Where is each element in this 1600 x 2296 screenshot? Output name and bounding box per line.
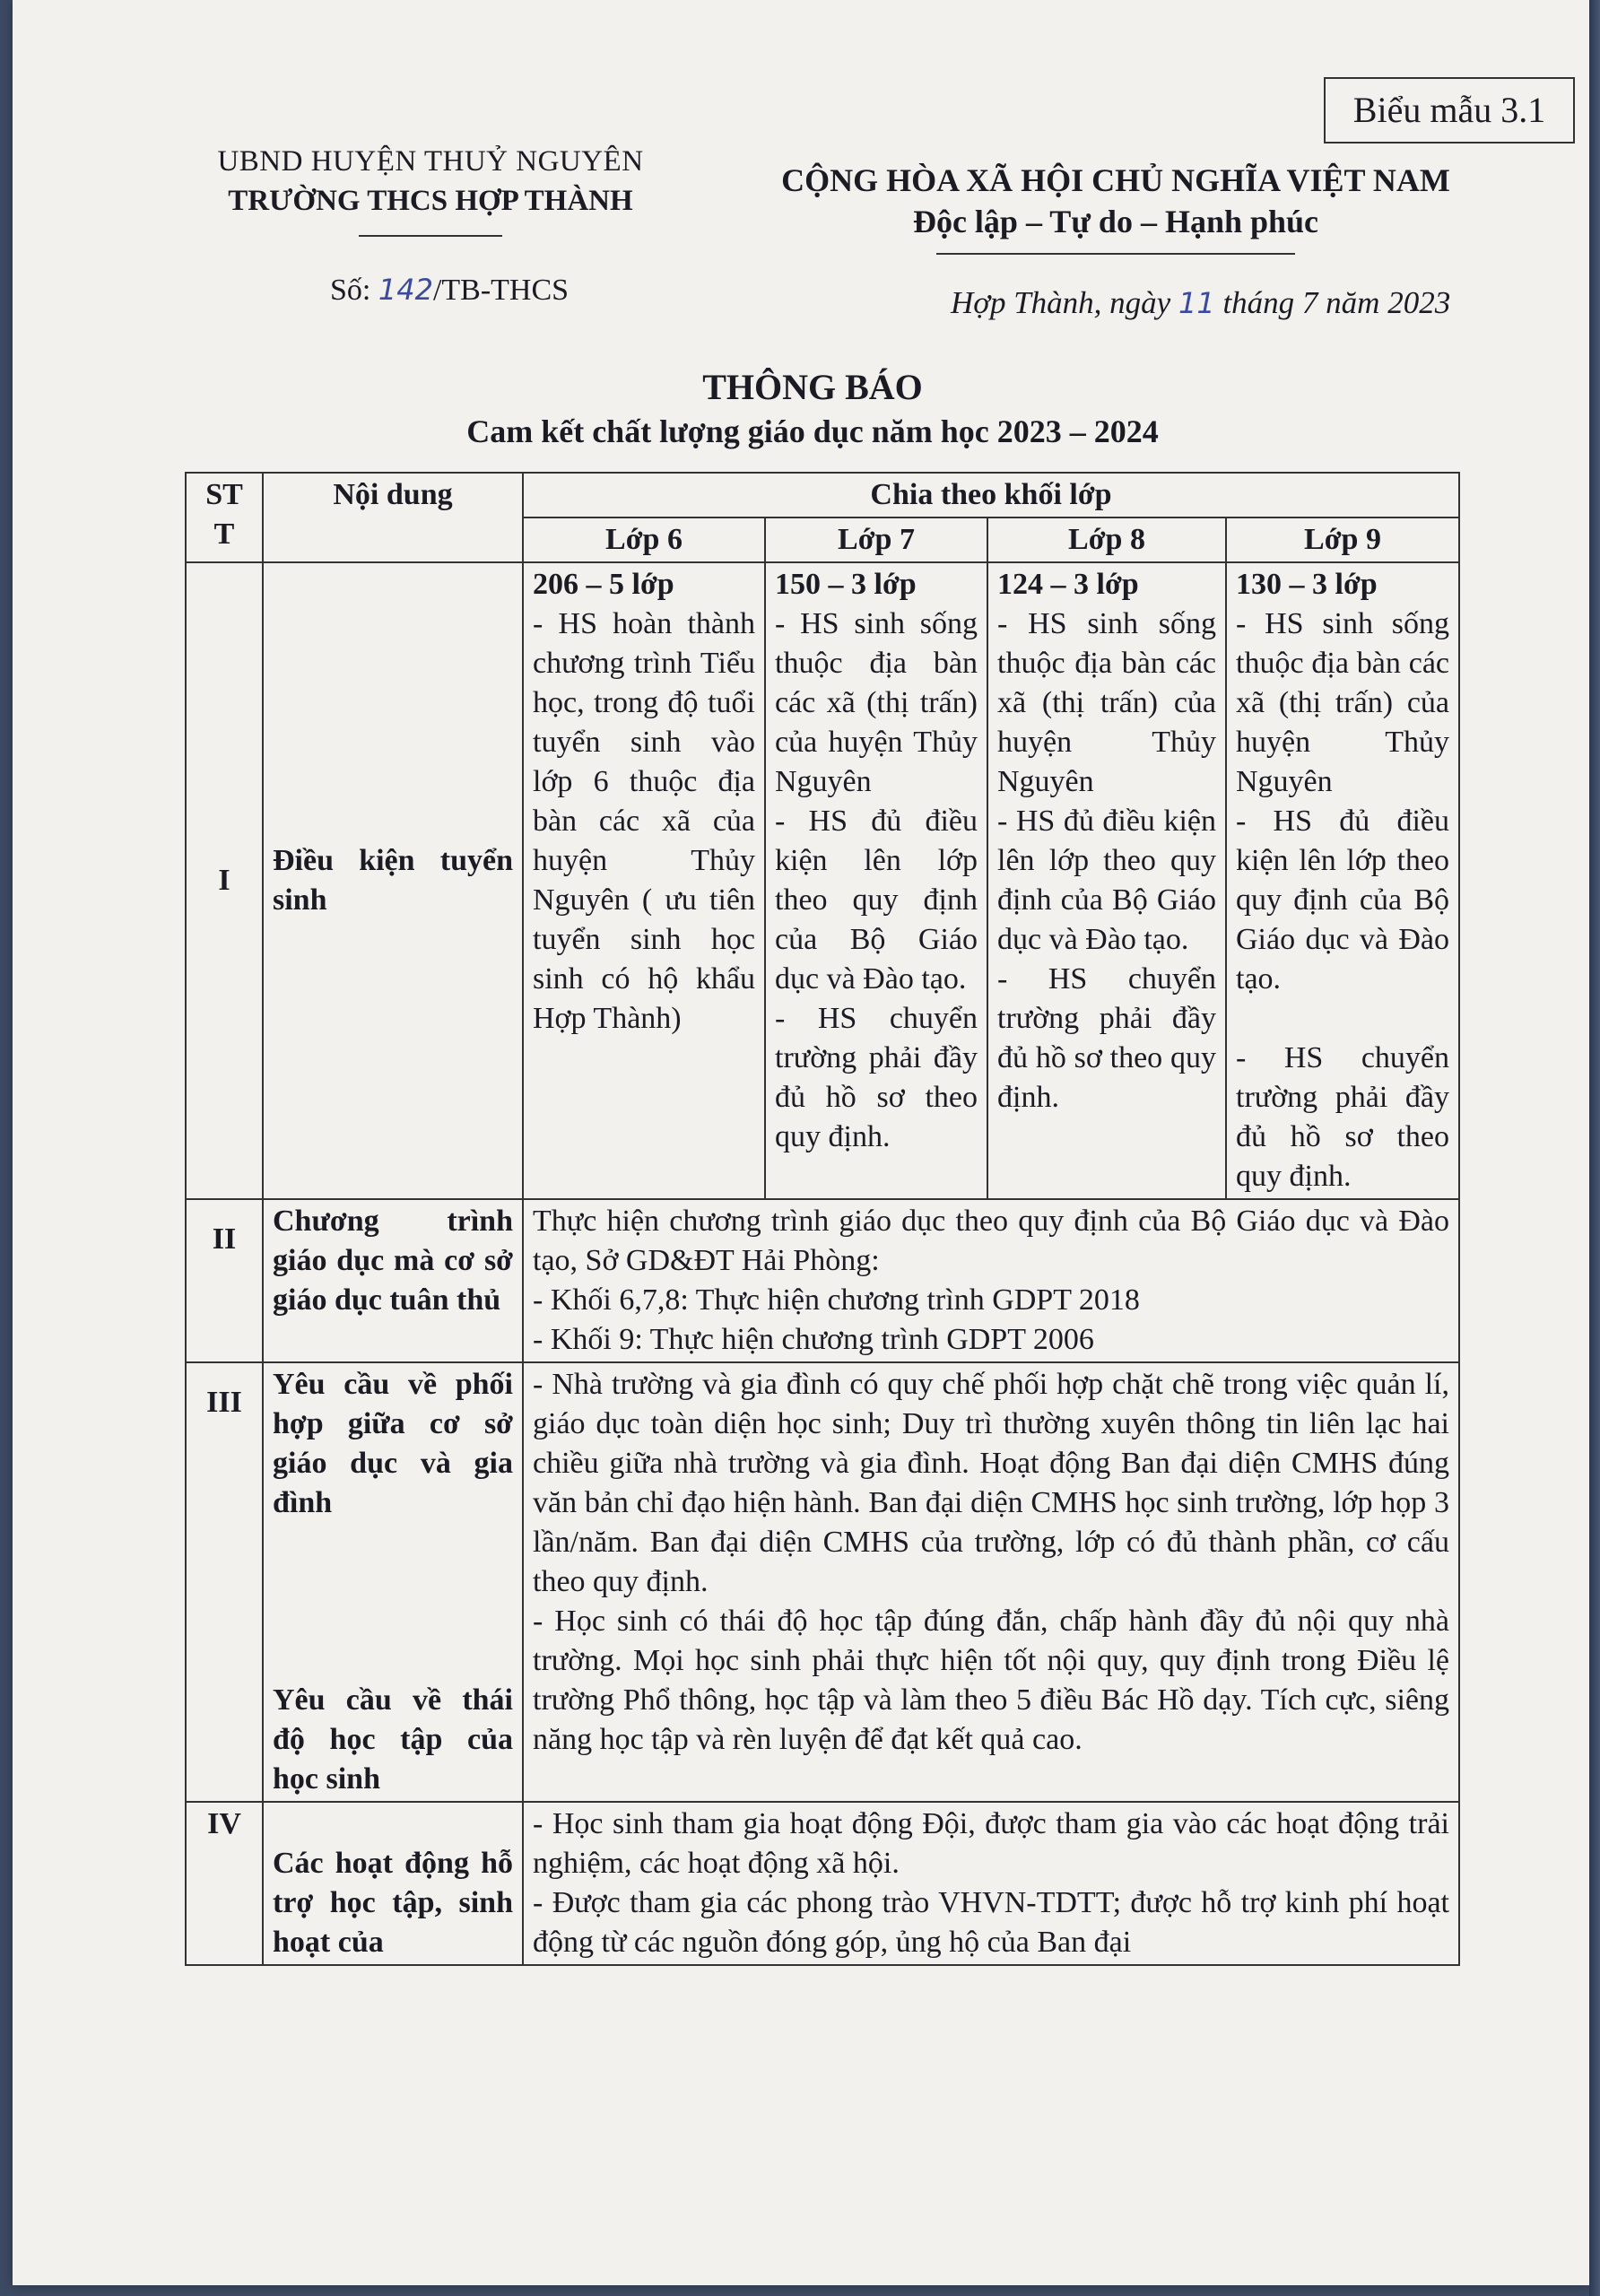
row1-lop6-count: 206 – 5 lớp: [533, 568, 674, 601]
header-left: [197, 142, 664, 237]
table-header-row: [186, 473, 1459, 517]
document-page: [13, 0, 1589, 2285]
document-subtitle: Cam kết chất lượng giáo dục năm học 2023 – 2024: [466, 413, 1159, 449]
doc-number-suffix: /TB-THCS: [432, 274, 570, 307]
table-row: [186, 1199, 1459, 1362]
row2-label: [263, 1199, 523, 1362]
row1-stt: I: [186, 562, 263, 1199]
row2-content-3: - Khối 9: Thực hiện chương trình GDPT 2006: [533, 1323, 1094, 1356]
row2-label-text: Chương trình giáo dục mà cơ sở giáo dục tuân thủ: [273, 1205, 513, 1317]
row3-content-2: - Học sinh có thái độ học tập đúng đắn, chấp hành đầy đủ nội quy nhà trường. Mọi học sinh phải thực hiện tốt nội quy, quy định trong Điều lệ trường Phổ thông, học tập và làm theo 5 điều Bác Hồ dạy. Tích cực, siêng năng học tập và rèn luyện để đạt kết quả cao.: [533, 1605, 1449, 1756]
row1-lop7-count: 150 – 3 lớp: [775, 568, 917, 601]
doc-number-prefix: Số:: [330, 274, 378, 307]
table-row: [186, 1802, 1459, 1965]
header-lop8: Lớp 8: [987, 517, 1226, 562]
header-lop9: Lớp 9: [1226, 517, 1459, 562]
row1-lop7-text2: - HS đủ điều kiện lên lớp theo quy định của Bộ Giáo dục và Đào tạo.: [775, 804, 978, 996]
row4-content-2: - Được tham gia các phong trào VHVN-TDTT; được hỗ trợ kinh phí hoạt động từ các nguồn đóng góp, ủng hộ của Ban đại: [533, 1886, 1449, 1959]
header-right-rule: [936, 253, 1295, 255]
row2-stt: II: [186, 1199, 263, 1362]
table-row: [186, 1362, 1459, 1802]
date-after: tháng 7 năm 2023: [1214, 285, 1451, 320]
row4-label-text: Các hoạt động hỗ trợ học tập, sinh hoạt của: [273, 1847, 513, 1959]
document-number: [330, 273, 569, 308]
row3-stt: III: [186, 1362, 263, 1802]
date-before: Hợp Thành, ngày: [951, 285, 1178, 320]
row1-lop9-text2: - HS đủ điều kiện lên lớp theo quy định của Bộ Giáo dục và Đào tạo.: [1236, 804, 1449, 996]
row3-label-1: Yêu cầu về phối hợp giữa cơ sở giáo dục và gia đình: [273, 1368, 513, 1519]
row2-content: [523, 1199, 1459, 1362]
page-edge-shadow: [1589, 0, 1600, 2296]
date-line: [951, 285, 1450, 321]
row1-lop8: [987, 562, 1226, 1199]
header-left-rule: [359, 235, 502, 237]
row1-lop8-text2: - HS đủ điều kiện lên lớp theo quy định của Bộ Giáo dục và Đào tạo.: [997, 804, 1216, 956]
row4-content-1: - Học sinh tham gia hoạt động Đội, được tham gia vào các hoạt động trải nghiệm, các hoạt động xã hội.: [533, 1807, 1449, 1880]
doc-number-handwritten: 142: [378, 273, 433, 307]
row3-content-1: - Nhà trường và gia đình có quy chế phối hợp chặt chẽ trong việc quản lí, giáo dục toàn diện học sinh; Duy trì thường xuyên thông tin liên lạc hai chiều giữa nhà trường và gia đình. Hoạt động Ban đại diện CMHS đúng văn bản chỉ đạo hiện hành. Ban đại diện CMHS học sinh trường, lớp họp 3 lần/năm. Ban đại diện CMHS của trường, lớp có đủ thành phần, cơ cấu theo quy định.: [533, 1368, 1449, 1598]
header-class-group: Chia theo khối lớp: [523, 473, 1459, 517]
commitment-table: [185, 472, 1460, 1966]
header-lop7: Lớp 7: [765, 517, 987, 562]
row1-lop8-text1: - HS sinh sống thuộc địa bàn các xã (thị trấn) của huyện Thủy Nguyên: [997, 607, 1216, 798]
header-lop6: Lớp 6: [523, 517, 765, 562]
row3-label-2: Yêu cầu về thái độ học tập của học sinh: [273, 1683, 513, 1796]
row3-content: [523, 1362, 1459, 1802]
school-name: TRƯỜNG THCS HỢP THÀNH: [228, 185, 633, 217]
row1-lop7-text3: - HS chuyển trường phải đầy đủ hồ sơ theo quy định.: [775, 1002, 978, 1153]
row3-label: [263, 1362, 523, 1802]
document-title: THÔNG BÁO: [702, 367, 923, 407]
table-row: [186, 562, 1459, 1199]
row1-lop6: [523, 562, 765, 1199]
row4-label: [263, 1802, 523, 1965]
row1-lop8-text3: - HS chuyển trường phải đầy đủ hồ sơ theo quy định.: [997, 962, 1216, 1114]
date-handwritten: 11: [1178, 286, 1215, 320]
country-name: CỘNG HÒA XÃ HỘI CHỦ NGHĨA VIỆT NAM: [781, 162, 1450, 198]
row1-label: [263, 562, 523, 1199]
row1-lop9-text1: - HS sinh sống thuộc địa bàn các xã (thị trấn) của huyện Thủy Nguyên: [1236, 607, 1449, 798]
row1-lop8-count: 124 – 3 lớp: [997, 568, 1139, 601]
row1-lop9-text3: - HS chuyển trường phải đầy đủ hồ sơ theo quy định.: [1236, 1041, 1449, 1193]
header-stt: ST T: [186, 473, 263, 562]
header-noidung: Nội dung: [263, 473, 523, 562]
motto: Độc lập – Tự do – Hạnh phúc: [912, 204, 1319, 239]
form-label: Biểu mẫu 3.1: [1352, 90, 1546, 130]
row1-lop7: [765, 562, 987, 1199]
row1-lop9: [1226, 562, 1459, 1199]
row1-label-text: Điều kiện tuyển sinh: [273, 844, 513, 917]
district-name: UBND HUYỆN THUỶ NGUYÊN: [217, 145, 644, 178]
row1-lop7-text1: - HS sinh sống thuộc địa bàn các xã (thị trấn) của huyện Thủy Nguyên: [775, 607, 978, 798]
row2-content-2: - Khối 6,7,8: Thực hiện chương trình GDPT 2018: [533, 1283, 1140, 1317]
form-label-box: [1324, 77, 1575, 144]
row2-content-1: Thực hiện chương trình giáo dục theo quy định của Bộ Giáo dục và Đào tạo, Sở GD&ĐT Hải Phòng:: [533, 1205, 1449, 1277]
row4-content: [523, 1802, 1459, 1965]
row1-lop6-text: - HS hoàn thành chương trình Tiểu học, trong độ tuổi tuyển sinh vào lớp 6 thuộc địa bàn các xã của huyện Thủy Nguyên ( ưu tiên tuyển sinh học sinh có hộ khẩu Hợp Thành): [533, 607, 755, 1035]
row1-lop9-count: 130 – 3 lớp: [1236, 568, 1378, 601]
row4-stt: IV: [186, 1802, 263, 1965]
header-right: [757, 160, 1474, 255]
